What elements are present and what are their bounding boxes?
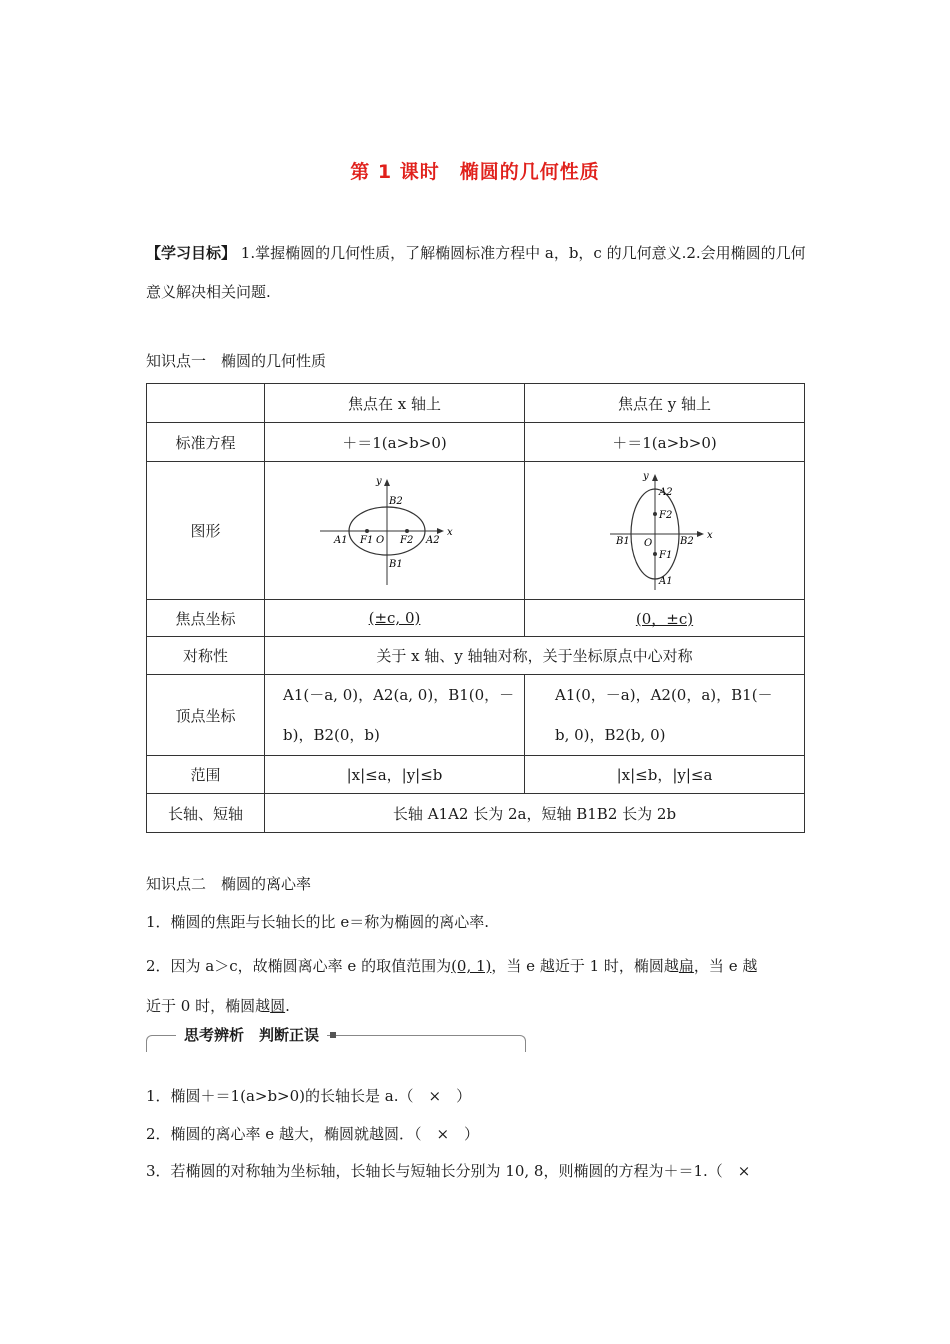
vertex-a2-label: A2 <box>425 534 440 546</box>
row-label-foci: 焦点坐标 <box>147 600 265 637</box>
symmetry-value: 关于 x 轴、y 轴轴对称，关于坐标原点中心对称 <box>265 637 805 675</box>
row-label-symmetry: 对称性 <box>147 637 265 675</box>
objective-tag: 【学习目标】 <box>146 244 237 262</box>
y-axis-label-2: y <box>642 470 649 482</box>
focus-f1-label: F1 <box>359 534 373 546</box>
objective-text: 1.掌握椭圆的几何性质，了解椭圆标准方程中 a，b，c 的几何意义.2.会用椭圆的几何意义解决相关问题. <box>146 244 806 301</box>
think-section-label: 思考辨析 判断正误 <box>176 1024 327 1045</box>
vertices-x-line2: b)，B2(0，b) <box>283 726 380 744</box>
item2-end: . <box>285 997 290 1015</box>
origin-label-2: O <box>643 537 652 549</box>
focus-f2-label-2: F2 <box>658 509 672 521</box>
vertex-b2-label: B2 <box>388 495 403 507</box>
knowledge-point-2-title: 知识点二 椭圆的离心率 <box>146 875 312 893</box>
foci-x: (±c, 0) <box>368 609 421 627</box>
row-label-equation: 标准方程 <box>147 423 265 462</box>
eccentricity-item-2 <box>146 946 810 1026</box>
table-header-x: 焦点在 x 轴上 <box>265 384 525 423</box>
x-axis-label: x <box>446 526 453 538</box>
vertex-b1-label: B1 <box>388 558 403 570</box>
learning-objective <box>146 234 810 312</box>
item2-text-b: ，当 e 越近于 1 时，椭圆越 <box>491 957 679 975</box>
think-section-marker <box>330 1032 336 1038</box>
vertices-x <box>265 675 525 756</box>
focus-f1-label-2: F1 <box>658 549 672 561</box>
range-y: |x|≤b，|y|≤a <box>525 756 805 794</box>
think-section-header <box>146 1024 524 1052</box>
knowledge-point-1-title: 知识点一 椭圆的几何性质 <box>146 352 327 370</box>
horizontal-ellipse-diagram <box>320 475 470 587</box>
item2-text-d: 近于 0 时，椭圆越 <box>146 997 271 1015</box>
table-header-blank <box>147 384 265 423</box>
equation-y: ＋＝1(a>b>0) <box>525 423 805 462</box>
x-axis-label-2: x <box>706 529 713 541</box>
item2-flat: 扁 <box>678 957 694 975</box>
ellipse-properties-table <box>146 383 805 833</box>
check-item-1: 1．椭圆＋＝1(a>b>0)的长轴长是 a.（ × ） <box>146 1087 472 1105</box>
vertex-b1-label-2: B1 <box>615 535 630 547</box>
equation-x: ＋＝1(a>b>0) <box>265 423 525 462</box>
figure-y-ellipse <box>525 462 805 600</box>
check-item-3: 3．若椭圆的对称轴为坐标轴，长轴长与短轴长分别为 10, 8，则椭圆的方程为＋＝1.（ × <box>146 1162 751 1180</box>
vertices-y-line1: A1(0，－a)，A2(0，a)，B1(－ <box>555 686 773 704</box>
vertices-y-line2: b, 0)，B2(b, 0) <box>555 726 666 744</box>
item2-text-c: ，当 e 越 <box>693 957 758 975</box>
eccentricity-item-1: 1．椭圆的焦距与长轴长的比 e＝称为椭圆的离心率. <box>146 913 489 931</box>
row-label-range: 范围 <box>147 756 265 794</box>
vertices-x-line1: A1(－a, 0)，A2(a, 0)，B1(0，－ <box>283 686 515 704</box>
row-label-figure: 图形 <box>147 462 265 600</box>
vertical-ellipse-diagram <box>610 470 720 592</box>
check-item-2: 2．椭圆的离心率 e 越大，椭圆就越圆．（ × ） <box>146 1125 480 1143</box>
figure-x-ellipse <box>265 462 525 600</box>
origin-label: O <box>375 534 384 546</box>
row-label-vertices: 顶点坐标 <box>147 675 265 756</box>
foci-y: (0，±c) <box>635 609 694 628</box>
item2-text-a: 2．因为 a＞c，故椭圆离心率 e 的取值范围为 <box>146 957 452 975</box>
vertex-a1-label: A1 <box>333 534 348 546</box>
axes-value: 长轴 A1A2 长为 2a，短轴 B1B2 长为 2b <box>265 794 805 833</box>
table-header-y: 焦点在 y 轴上 <box>525 384 805 423</box>
row-label-axes: 长轴、短轴 <box>147 794 265 833</box>
y-axis-label: y <box>375 475 382 487</box>
vertex-b2-label-2: B2 <box>679 535 694 547</box>
item2-range: (0, 1) <box>451 957 492 975</box>
range-x: |x|≤a，|y|≤b <box>265 756 525 794</box>
vertices-y <box>525 675 805 756</box>
page-title: 第 1 课时 椭圆的几何性质 <box>350 161 600 183</box>
vertex-a1-label-2: A1 <box>658 575 673 587</box>
item2-round: 圆 <box>270 997 286 1015</box>
focus-f2-label: F2 <box>399 534 413 546</box>
vertex-a2-label-2: A2 <box>658 486 673 498</box>
